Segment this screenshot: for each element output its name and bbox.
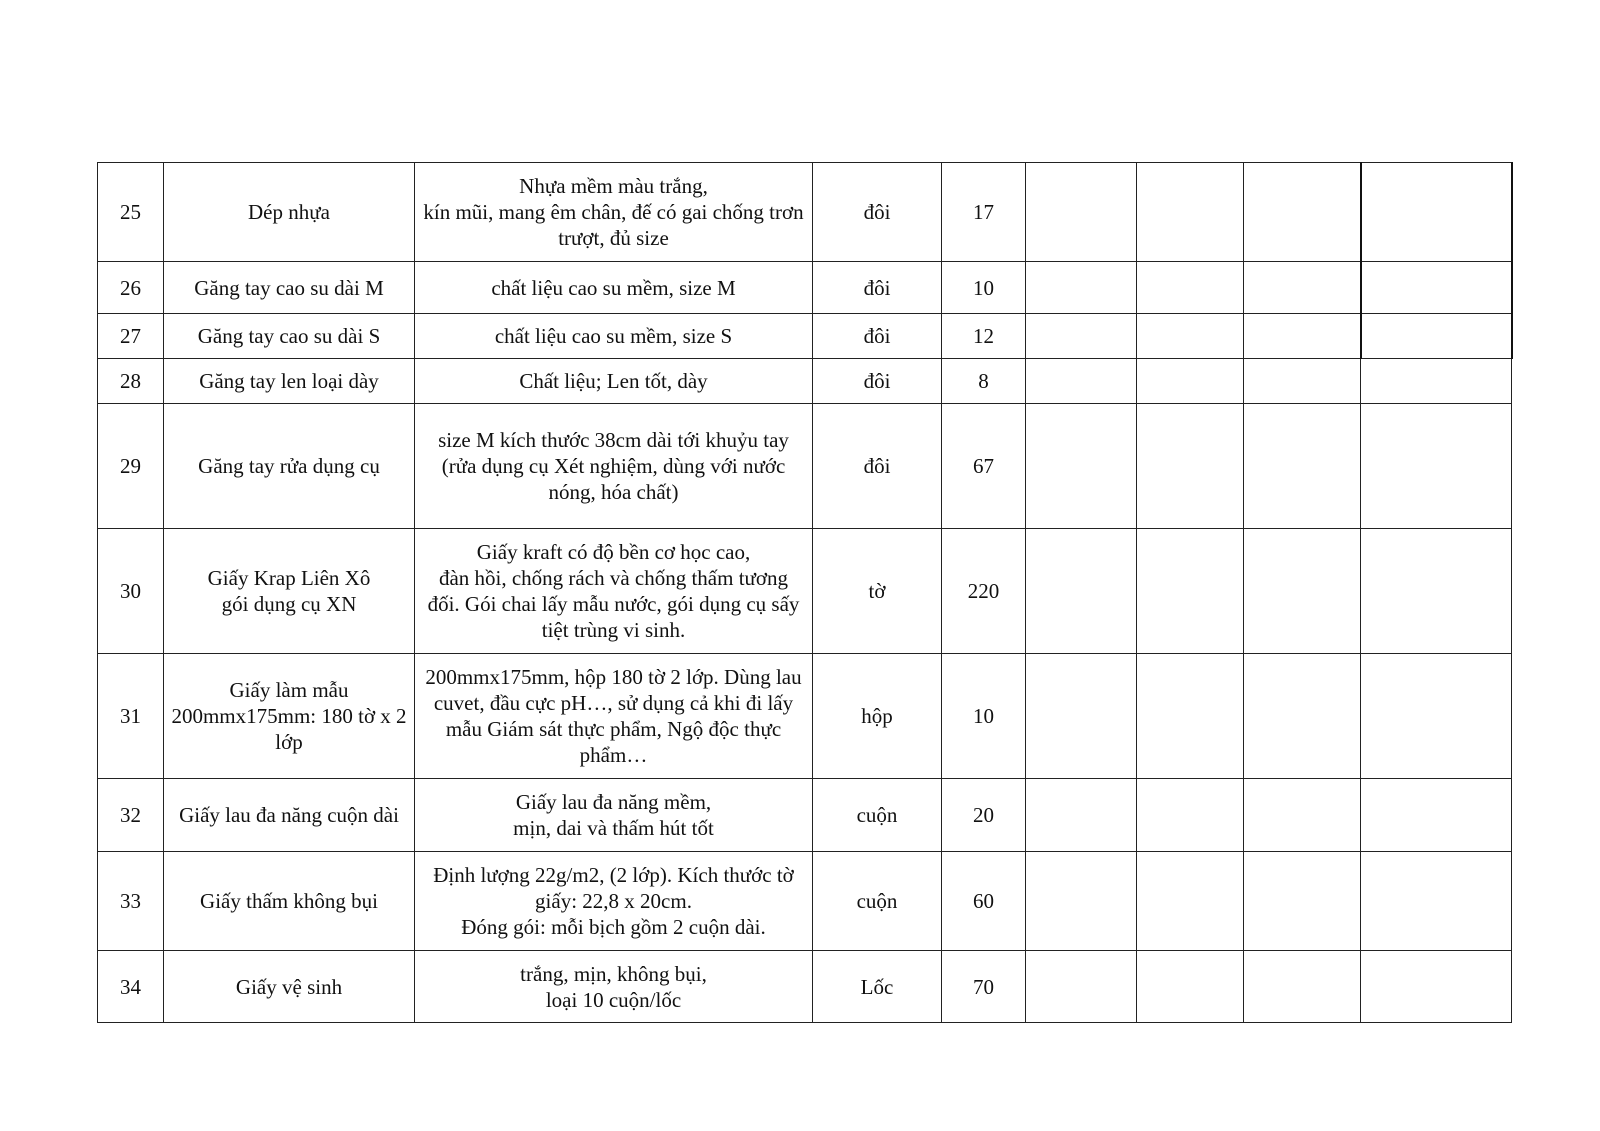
item-quantity: 70 [942, 951, 1026, 1023]
item-unit: hộp [813, 654, 942, 779]
item-name: Giấy lau đa năng cuộn dài [164, 779, 415, 852]
empty-cell [1026, 654, 1137, 779]
item-spec: 200mmx175mm, hộp 180 tờ 2 lớp. Dùng lau cuvet, đầu cực pH…, sử dụng cả khi đi lấy mẫu Giám sát thực phẩm, Ngộ độc thực phẩm… [415, 654, 813, 779]
item-spec: Chất liệu; Len tốt, dày [415, 359, 813, 404]
empty-cell [1026, 852, 1137, 951]
item-spec: Nhựa mềm màu trắng, kín mũi, mang êm chân, đế có gai chống trơn trượt, đủ size [415, 163, 813, 262]
item-spec: trắng, mịn, không bụi, loại 10 cuộn/lốc [415, 951, 813, 1023]
empty-cell [1244, 359, 1361, 404]
table-row [98, 852, 1512, 951]
item-unit: đôi [813, 404, 942, 529]
empty-cell [1361, 404, 1512, 529]
table-row [98, 359, 1512, 404]
table-row [98, 654, 1512, 779]
item-name: Giấy Krap Liên Xô gói dụng cụ XN [164, 529, 415, 654]
empty-cell [1137, 852, 1244, 951]
empty-cell [1137, 951, 1244, 1023]
empty-cell [1244, 262, 1361, 314]
item-name: Giấy vệ sinh [164, 951, 415, 1023]
empty-cell [1244, 163, 1361, 262]
item-quantity: 20 [942, 779, 1026, 852]
item-quantity: 17 [942, 163, 1026, 262]
empty-cell [1026, 314, 1137, 359]
table-row [98, 404, 1512, 529]
empty-cell [1026, 779, 1137, 852]
item-quantity: 10 [942, 654, 1026, 779]
item-unit: cuộn [813, 852, 942, 951]
item-spec: Giấy lau đa năng mềm, mịn, dai và thấm hút tốt [415, 779, 813, 852]
row-number: 27 [98, 314, 164, 359]
empty-cell [1137, 163, 1244, 262]
empty-cell [1137, 654, 1244, 779]
empty-cell [1361, 951, 1512, 1023]
table-row [98, 779, 1512, 852]
empty-cell [1026, 951, 1137, 1023]
empty-cell [1026, 163, 1137, 262]
item-spec: chất liệu cao su mềm, size S [415, 314, 813, 359]
empty-cell [1244, 951, 1361, 1023]
row-number: 28 [98, 359, 164, 404]
item-name: Găng tay cao su dài S [164, 314, 415, 359]
item-spec: size M kích thước 38cm dài tới khuỷu tay (rửa dụng cụ Xét nghiệm, dùng với nước nóng, hóa chất) [415, 404, 813, 529]
row-number: 32 [98, 779, 164, 852]
empty-cell [1361, 314, 1512, 359]
empty-cell [1244, 654, 1361, 779]
table-row [98, 314, 1512, 359]
row-number: 30 [98, 529, 164, 654]
empty-cell [1026, 359, 1137, 404]
empty-cell [1137, 359, 1244, 404]
empty-cell [1026, 262, 1137, 314]
empty-cell [1361, 529, 1512, 654]
item-name: Găng tay cao su dài M [164, 262, 415, 314]
empty-cell [1137, 779, 1244, 852]
row-number: 25 [98, 163, 164, 262]
table-row [98, 262, 1512, 314]
item-unit: cuộn [813, 779, 942, 852]
item-quantity: 12 [942, 314, 1026, 359]
item-name: Dép nhựa [164, 163, 415, 262]
empty-cell [1137, 529, 1244, 654]
item-spec: Định lượng 22g/m2, (2 lớp). Kích thước tờ giấy: 22,8 x 20cm. Đóng gói: mỗi bịch gồm 2 cuộn dài. [415, 852, 813, 951]
row-number: 29 [98, 404, 164, 529]
empty-cell [1361, 654, 1512, 779]
empty-cell [1361, 163, 1512, 262]
item-name: Giấy thấm không bụi [164, 852, 415, 951]
item-name: Găng tay len loại dày [164, 359, 415, 404]
row-number: 34 [98, 951, 164, 1023]
empty-cell [1137, 314, 1244, 359]
table-row [98, 163, 1512, 262]
empty-cell [1244, 404, 1361, 529]
item-quantity: 8 [942, 359, 1026, 404]
row-number: 31 [98, 654, 164, 779]
table-row [98, 529, 1512, 654]
table-row [98, 951, 1512, 1023]
empty-cell [1361, 262, 1512, 314]
item-spec: Giấy kraft có độ bền cơ học cao, đàn hồi, chống rách và chống thấm tương đối. Gói chai lấy mẫu nước, gói dụng cụ sấy tiệt trùng vi sinh. [415, 529, 813, 654]
empty-cell [1244, 852, 1361, 951]
empty-cell [1244, 529, 1361, 654]
empty-cell [1244, 314, 1361, 359]
item-quantity: 67 [942, 404, 1026, 529]
items-table [97, 162, 1513, 1023]
item-quantity: 10 [942, 262, 1026, 314]
item-quantity: 60 [942, 852, 1026, 951]
item-name: Găng tay rửa dụng cụ [164, 404, 415, 529]
empty-cell [1361, 359, 1512, 404]
item-unit: đôi [813, 262, 942, 314]
empty-cell [1026, 404, 1137, 529]
item-unit: đôi [813, 163, 942, 262]
item-unit: tờ [813, 529, 942, 654]
empty-cell [1137, 262, 1244, 314]
empty-cell [1244, 779, 1361, 852]
item-unit: đôi [813, 314, 942, 359]
row-number: 33 [98, 852, 164, 951]
item-unit: đôi [813, 359, 942, 404]
item-spec: chất liệu cao su mềm, size M [415, 262, 813, 314]
item-unit: Lốc [813, 951, 942, 1023]
empty-cell [1361, 779, 1512, 852]
empty-cell [1361, 852, 1512, 951]
item-name: Giấy làm mẫu 200mmx175mm: 180 tờ x 2 lớp [164, 654, 415, 779]
row-number: 26 [98, 262, 164, 314]
item-quantity: 220 [942, 529, 1026, 654]
empty-cell [1137, 404, 1244, 529]
empty-cell [1026, 529, 1137, 654]
